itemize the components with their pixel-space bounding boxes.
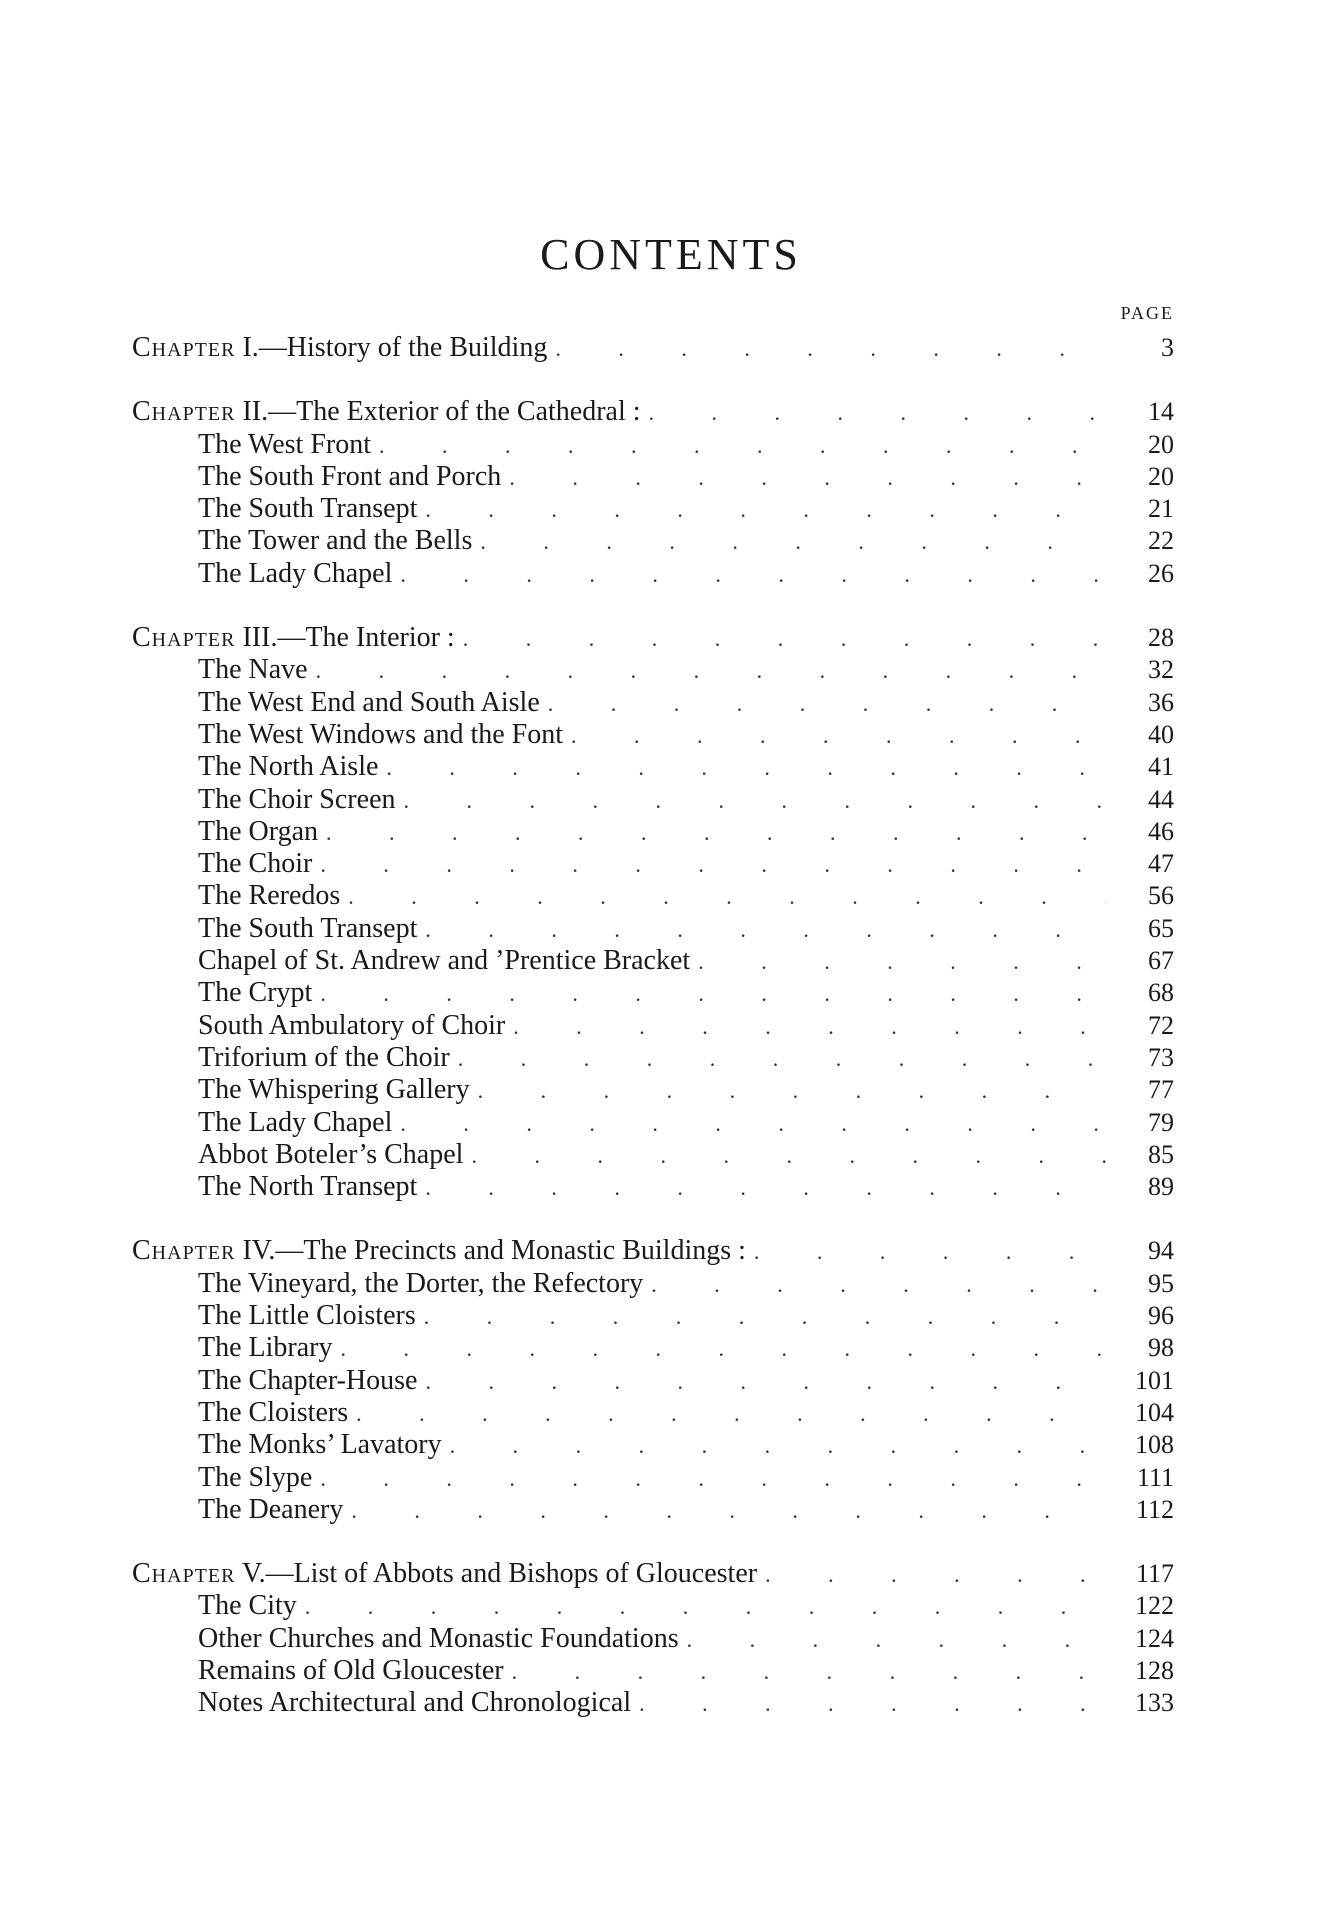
page-number: 40 [1148, 719, 1174, 749]
dot-leader [320, 1463, 1106, 1495]
chapter-heading: IV.—The Precincts and Monastic Buildings : [235, 1235, 746, 1267]
page-number: 124 [1135, 1623, 1174, 1653]
table-of-contents [132, 332, 1174, 1752]
page-number: 44 [1148, 784, 1174, 814]
toc-entry-row [132, 525, 1174, 557]
dot-leader [548, 688, 1106, 720]
page-number: 104 [1135, 1397, 1174, 1427]
dot-leader [571, 720, 1106, 752]
toc-entry-row [132, 461, 1174, 493]
entry-label: The Little Cloisters [198, 1300, 416, 1332]
dot-leader [351, 1495, 1106, 1527]
entry-label: The Organ [198, 815, 318, 847]
chapter-block [132, 1235, 1174, 1526]
dot-leader [316, 655, 1106, 687]
entry-label: The Monks’ Lavatory [198, 1429, 442, 1461]
toc-entry-row [132, 1010, 1174, 1042]
entry-label: The South Transept [198, 912, 418, 944]
page-number: 79 [1148, 1107, 1174, 1137]
entry-label: The Choir [198, 848, 313, 880]
page-number: 32 [1148, 655, 1174, 685]
entry-label: Chapel of St. Andrew and ’Prentice Bracket [198, 945, 691, 977]
entry-label: Remains of Old Gloucester [198, 1654, 504, 1686]
dot-leader [379, 430, 1106, 462]
entry-label: The Deanery [198, 1493, 344, 1525]
chapter-label [132, 1235, 746, 1267]
dot-leader [458, 1043, 1106, 1075]
toc-entry-row [132, 1429, 1174, 1461]
chapter-heading: I.—History of the Building [235, 332, 548, 363]
toc-entry-row [132, 1042, 1174, 1074]
toc-entry-row [132, 1332, 1174, 1364]
dot-leader [513, 1011, 1106, 1043]
toc-entry-row [132, 751, 1174, 783]
dot-leader [326, 817, 1106, 849]
entry-label: Other Churches and Monastic Foundations [198, 1622, 679, 1654]
entry-label: The North Aisle [198, 751, 379, 783]
page-number: 14 [1148, 397, 1174, 427]
toc-chapter-row [132, 622, 1174, 654]
toc-entry-row [132, 848, 1174, 880]
chapter-word: Chapter [132, 1235, 236, 1267]
chapter-heading: V.—List of Abbots and Bishops of Gloucester [235, 1558, 758, 1590]
chapter-block [132, 1558, 1174, 1719]
toc-entry-row [132, 913, 1174, 945]
toc-entry-row [132, 816, 1174, 848]
page-number: 68 [1148, 978, 1174, 1008]
toc-entry-row [132, 945, 1174, 977]
dot-leader [478, 1075, 1106, 1107]
entry-label: Abbot Boteler’s Chapel [198, 1138, 464, 1170]
entry-label: The West End and South Aisle [198, 686, 540, 718]
page-number: 72 [1148, 1010, 1174, 1040]
page-number: 85 [1148, 1139, 1174, 1169]
page-number: 133 [1135, 1688, 1174, 1718]
toc-entry-row [132, 1300, 1174, 1332]
dot-leader [400, 1108, 1106, 1140]
chapter-heading: III.—The Interior : [235, 622, 455, 654]
entry-label: The Slype [198, 1461, 313, 1493]
toc-entry-row [132, 1623, 1174, 1655]
page-number: 21 [1148, 494, 1174, 524]
toc-entry-row [132, 493, 1174, 525]
dot-leader [555, 333, 1106, 365]
toc-entry-row [132, 1687, 1174, 1719]
dot-leader [698, 946, 1106, 978]
page-number: 73 [1148, 1042, 1174, 1072]
dot-leader [305, 1591, 1106, 1623]
page-number: 65 [1148, 913, 1174, 943]
page-number: 26 [1148, 558, 1174, 588]
entry-label: The Vineyard, the Dorter, the Refectory [198, 1267, 644, 1299]
page-number: 111 [1136, 1462, 1174, 1492]
chapter-label [132, 396, 641, 428]
toc-entry-row [132, 429, 1174, 461]
entry-label: The Chapter-House [198, 1364, 418, 1396]
dot-leader [754, 1236, 1106, 1268]
entry-label: The West Windows and the Font [198, 718, 563, 750]
page-number: 94 [1148, 1236, 1174, 1266]
dot-leader [651, 1269, 1106, 1301]
page-number: 108 [1135, 1430, 1174, 1460]
dot-leader [687, 1624, 1106, 1656]
dot-leader [512, 1656, 1106, 1688]
dot-leader [765, 1559, 1106, 1591]
dot-leader [463, 623, 1106, 655]
entry-label: The South Transept [198, 493, 418, 525]
toc-entry-row [132, 1139, 1174, 1171]
page-number: 112 [1135, 1494, 1174, 1524]
toc-entry-row [132, 687, 1174, 719]
dot-leader [425, 1172, 1106, 1204]
entry-label: The Choir Screen [198, 783, 396, 815]
dot-leader [480, 526, 1106, 558]
chapter-label [132, 622, 455, 654]
toc-entry-row [132, 654, 1174, 686]
toc-chapter-row [132, 1558, 1174, 1590]
toc-entry-row [132, 558, 1174, 590]
dot-leader [425, 494, 1106, 526]
page-number: 56 [1148, 881, 1174, 911]
chapter-block [132, 396, 1174, 590]
page-number: 3 [1161, 333, 1174, 362]
dot-leader [509, 462, 1106, 494]
dot-leader [649, 397, 1106, 429]
entry-label: Triforium of the Choir [198, 1041, 450, 1073]
entry-label: The West Front [198, 428, 371, 460]
entry-label: The Library [198, 1332, 333, 1364]
page-number: 117 [1135, 1559, 1174, 1589]
dot-leader [404, 785, 1107, 817]
toc-entry-row [132, 1365, 1174, 1397]
page-number: 96 [1148, 1301, 1174, 1331]
chapter-word: Chapter [132, 396, 236, 428]
dot-leader [320, 849, 1106, 881]
page-number: 20 [1148, 429, 1174, 459]
dot-leader [348, 881, 1106, 913]
toc-chapter-row [132, 1235, 1174, 1267]
chapter-word: Chapter [132, 622, 236, 654]
dot-leader [400, 559, 1106, 591]
chapter-block [132, 332, 1174, 364]
toc-entry-row [132, 1107, 1174, 1139]
dot-leader [639, 1688, 1106, 1720]
entry-label: South Ambulatory of Choir [198, 1009, 506, 1041]
chapter-word: Chapter [132, 1558, 236, 1590]
entry-label: The Reredos [198, 880, 341, 912]
page-number: 41 [1148, 752, 1174, 782]
chapter-word: Chapter [132, 332, 236, 363]
entry-label: The North Transept [198, 1171, 418, 1203]
entry-label: The South Front and Porch [198, 460, 502, 492]
chapter-block [132, 622, 1174, 1203]
page-number: 89 [1148, 1172, 1174, 1202]
entry-label: The Lady Chapel [198, 557, 393, 589]
page-column-heading: PAGE [1120, 303, 1174, 323]
chapter-heading: II.—The Exterior of the Cathedral : [235, 396, 641, 428]
entry-label: The Nave [198, 654, 308, 686]
chapter-label [132, 332, 547, 364]
toc-entry-row [132, 784, 1174, 816]
dot-leader [450, 1430, 1106, 1462]
entry-label: Notes Architectural and Chronological [198, 1687, 632, 1719]
page-number: 101 [1135, 1365, 1174, 1395]
page-number: 98 [1148, 1333, 1174, 1363]
toc-entry-row [132, 719, 1174, 751]
dot-leader [320, 978, 1106, 1010]
dot-leader [356, 1398, 1106, 1430]
toc-entry-row [132, 1397, 1174, 1429]
entry-label: The Crypt [198, 977, 313, 1009]
toc-entry-row [132, 1462, 1174, 1494]
toc-entry-row [132, 1171, 1174, 1203]
entry-label: The City [198, 1590, 297, 1622]
dot-leader [425, 914, 1106, 946]
toc-entry-row [132, 1655, 1174, 1687]
entry-label: The Whispering Gallery [198, 1074, 470, 1106]
dot-leader [386, 752, 1106, 784]
entry-label: The Lady Chapel [198, 1106, 393, 1138]
dot-leader [425, 1366, 1106, 1398]
toc-entry-row [132, 1074, 1174, 1106]
toc-entry-row [132, 1494, 1174, 1526]
toc-entry-row [132, 977, 1174, 1009]
page-number: 77 [1148, 1075, 1174, 1105]
page-number: 20 [1148, 461, 1174, 491]
page-number: 46 [1148, 816, 1174, 846]
entry-label: The Cloisters [198, 1396, 349, 1428]
dot-leader [424, 1301, 1106, 1333]
dot-leader [471, 1140, 1106, 1172]
page-title: CONTENTS [540, 230, 802, 280]
page-number: 47 [1148, 849, 1174, 879]
page-number: 128 [1135, 1655, 1174, 1685]
entry-label: The Tower and the Bells [198, 525, 473, 557]
page-number: 36 [1148, 687, 1174, 717]
chapter-label [132, 1558, 757, 1590]
page-number: 22 [1148, 526, 1174, 556]
page-number: 28 [1148, 623, 1174, 653]
page-number: 67 [1148, 946, 1174, 976]
page-number: 122 [1135, 1591, 1174, 1621]
dot-leader [341, 1333, 1107, 1365]
toc-chapter-row [132, 396, 1174, 428]
toc-entry-row [132, 1590, 1174, 1622]
page-number: 95 [1148, 1268, 1174, 1298]
toc-chapter-row [132, 332, 1174, 364]
toc-entry-row [132, 880, 1174, 912]
toc-entry-row [132, 1268, 1174, 1300]
